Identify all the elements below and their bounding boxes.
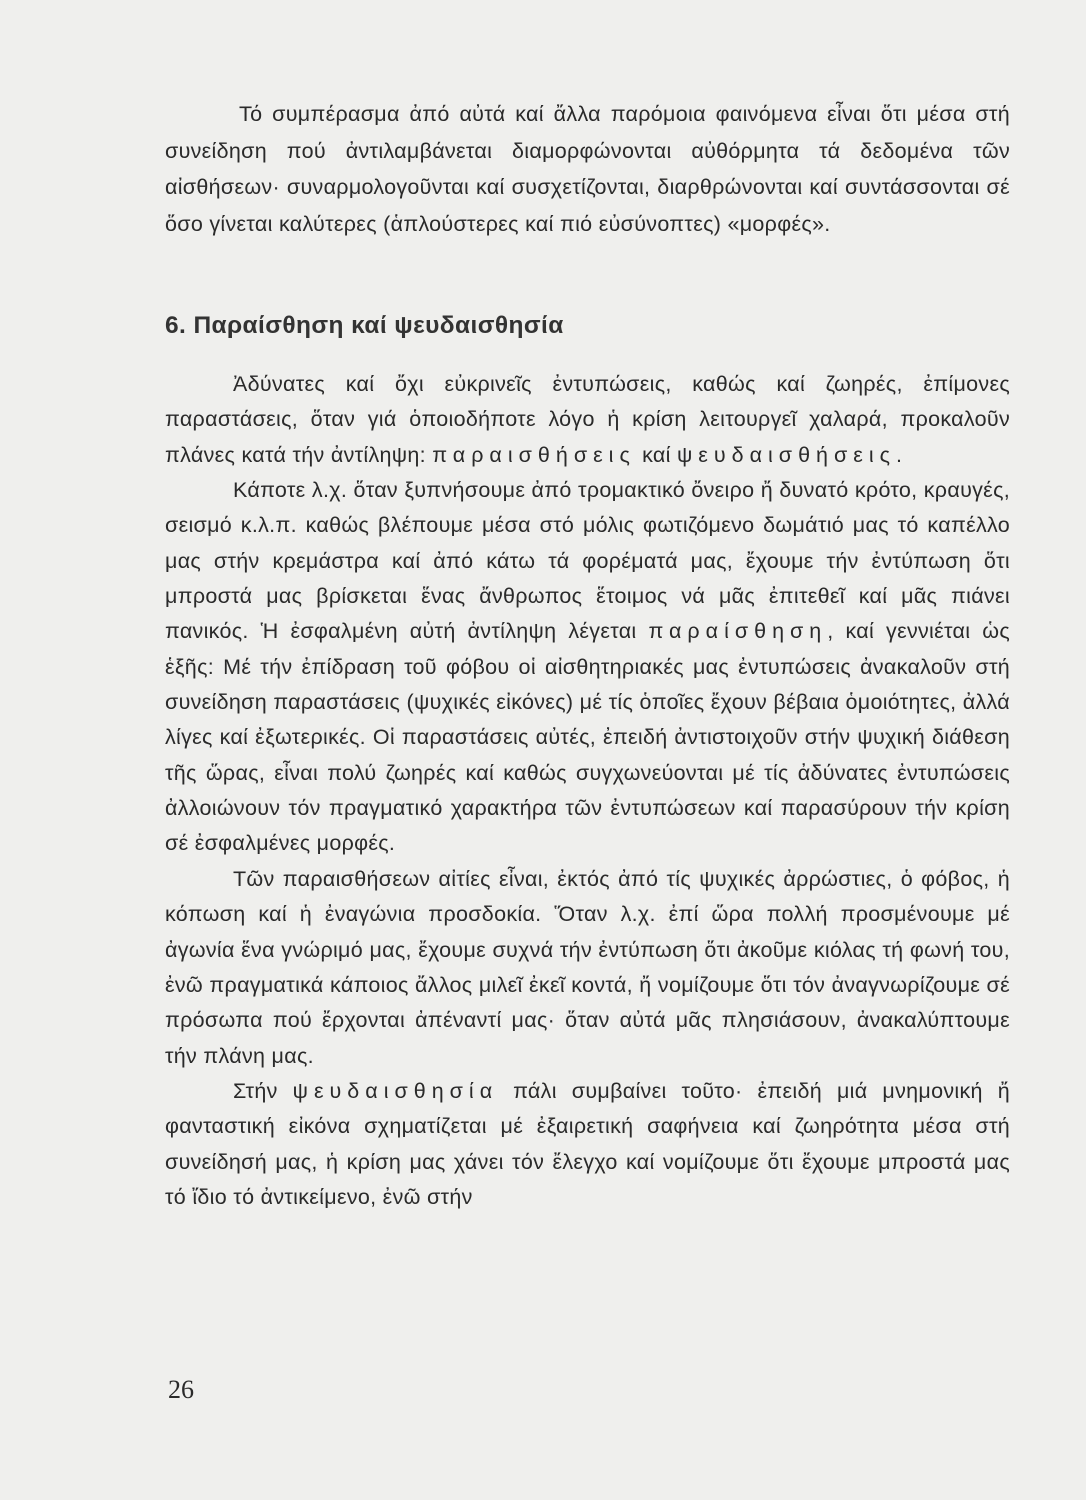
paragraph-2	[165, 473, 1010, 862]
term-paraisthisi: παραίσθηση	[648, 619, 828, 644]
paragraph-1-text-a: Ἀδύνατες καί ὄχι εὐκρινεῖς ἐντυπώσεις, καθώς καί ζωηρές, ἐπίμονες παραστάσεις, ὅταν γιά ὁποιοδήποτε λόγο ἡ κρίση λειτουργεῖ χαλαρά, προκαλοῦν πλάνες κατά τήν ἀντίληψη:	[165, 372, 1010, 467]
paragraph-2-text-a: Κάποτε λ.χ. ὅταν ξυπνήσουμε ἀπό τρομακτικό ὄνειρο ἤ δυνατό κρότο, κραυγές, σεισμό κ.λ.π. καθώς βλέπουμε μέσα στό μόλις φωτιζόμενο δωμάτιό μας τό καπέλλο μας στήν κρεμάστρα καί ἀπό κάτω τά φορέματά μας, ἔχουμε τήν ἐντύπωση ὅτι μπροστά μας βρίσκεται ἕνας ἄνθρωπος ἕτοιμος νά μᾶς ἐπιτεθεῖ καί μᾶς πιάνει πανικός. Ἡ ἐσφαλμένη αὐτή ἀντίληψη λέγεται	[165, 478, 1010, 644]
paragraph-1	[165, 367, 1010, 473]
intro-text	[165, 96, 1010, 242]
term-paraisthiseis: παραισθήσεις	[432, 442, 636, 467]
paragraph-4-text-a: Στήν	[233, 1078, 293, 1103]
paragraph-2-text-b: , καί γεννιέται ὡς ἑξῆς: Μέ τήν ἐπίδραση τοῦ φόβου οἱ αἰσθητηριακές μας ἐντυπώσεις ἀνακαλοῦν στή συνείδηση παραστάσεις (ψυχικές εἰκόνες) μέ τίς ὁποῖες ἔχουν βέβαια ὁμοιότητες, ἀλλά λίγες καί ἐξωτερικές. Οἱ παραστάσεις αὐτές, ἐπειδή ἀντιστοιχοῦν στήν ψυχική διάθεση τῆς ὥρας, εἶναι πολύ ζωηρές καί καθώς συγχωνεύονται μέ τίς ἀδύνατες ἐντυπώσεις ἀλλοιώνουν τόν πραγματικό χαρακτήρα τῶν ἐντυπώσεων καί παρασύρουν τήν κρίση σέ ἐσφαλμένες μορφές.	[165, 619, 1010, 856]
paragraph-4-text-b: πάλι συμβαίνει τοῦτο· ἐπειδή μιά μνημονική ἤ φανταστική εἰκόνα σχηματίζεται μέ ἐξαιρετική σαφήνεια καί ζωηρότητα μέσα στή συνείδησή μας, ἡ κρίση μας χάνει τόν ἔλεγχο καί νομίζουμε ὅτι ἔχουμε μπροστά μας τό ἴδιο τό ἀντικείμενο, ἐνῶ στήν	[165, 1078, 1010, 1209]
page-number: 26	[168, 1375, 194, 1404]
paragraph-4	[165, 1074, 1010, 1215]
paragraph-1-text-b: καί	[635, 442, 677, 467]
term-psevdaisthisia: ψευδαισθησία	[292, 1078, 499, 1103]
intro-paragraph: Τό συμπέρασμα ἀπό αὐτά καί ἄλλα παρόμοια φαινόμενα εἶναι ὅτι μέσα στή συνείδηση πού ἀντιλαμβάνεται διαμορφώνονται αὐθόρμητα τά δεδομένα τῶν αἰσθήσεων· συναρμολογοῦνται καί συσχετίζονται, διαρθρώνονται καί συντάσσονται σέ ὅσο γίνεται καλύτερες (ἁπλούστερες καί πιό εὐσύνοπτες) «μορφές».	[165, 102, 1010, 236]
term-psevdaisthiseis: ψευδαισθήσεις	[676, 442, 896, 467]
paragraph-3: Τῶν παραισθήσεων αἰτίες εἶναι, ἐκτός ἀπό τίς ψυχικές ἀρρώστιες, ὁ φόβος, ἡ κόπωση καί ἡ ἐναγώνια προσδοκία. Ὅταν λ.χ. ἐπί ὥρα πολλή προσμένουμε μέ ἀγωνία ἕνα γνώριμό μας, ἔχουμε συχνά τήν ἐντύπωση ὅτι ἀκοῦμε κιόλας τή φωνή του, ἐνῶ πραγματικά κάποιος ἄλλος μιλεῖ ἐκεῖ κοντά, ἤ νομίζουμε ὅτι τόν ἀναγνωρίζουμε σέ πρόσωπα πού ἔρχονται ἀπέναντί μας· ὅταν αὐτά μᾶς πλησιάσουν, ἀνακαλύπτουμε τήν πλάνη μας.	[165, 866, 1010, 1068]
paragraph-1-text-c: .	[895, 442, 903, 467]
section-heading: 6. Παραίσθηση καί ψευδαισθησία	[165, 312, 564, 339]
section-body	[165, 367, 1010, 1215]
